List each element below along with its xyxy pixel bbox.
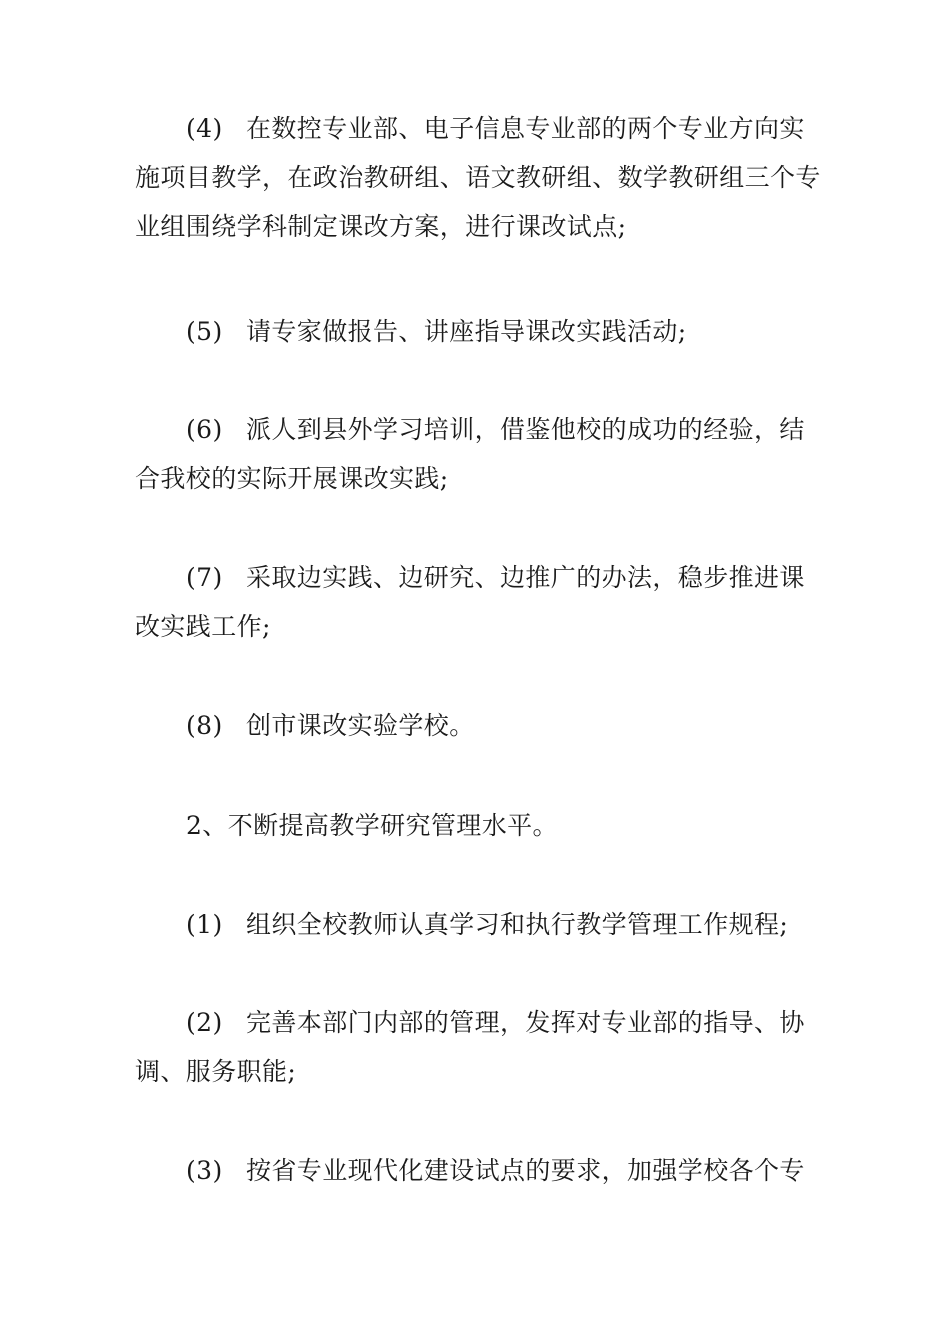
paragraph-line: 业组围绕学科制定课改方案，进行课改试点;: [135, 212, 627, 241]
paragraph-item-q3: [135, 1146, 825, 1195]
item-number: (7): [186, 563, 223, 592]
section-heading-2: [135, 801, 825, 850]
paragraph-item-6: [135, 405, 825, 503]
paragraph-line: 合我校的实际开展课改实践;: [135, 464, 449, 493]
item-number: (6): [186, 415, 223, 444]
item-number: (5): [186, 317, 223, 346]
paragraph-line: 改实践工作;: [135, 612, 271, 641]
paragraph-line: 调、服务职能;: [135, 1057, 297, 1086]
paragraph-item-q1: [135, 900, 825, 949]
paragraph-item-5: [135, 307, 825, 356]
paragraph-line: 采取边实践、边研究、边推广的办法，稳步推进课: [246, 563, 805, 592]
item-number: (2): [186, 1008, 223, 1037]
item-number: (3): [186, 1156, 223, 1185]
paragraph-line: 创市课改实验学校。: [246, 711, 475, 740]
item-number: (4): [186, 114, 223, 143]
paragraph-line: 组织全校教师认真学习和执行教学管理工作规程;: [246, 910, 789, 939]
section-heading-text: 2、不断提高教学研究管理水平。: [186, 811, 558, 840]
paragraph-item-7: [135, 553, 825, 651]
paragraph-item-4: [135, 104, 825, 251]
paragraph-line: 施项目教学，在政治教研组、语文教研组、数学教研组三个专: [135, 163, 821, 192]
item-number: (8): [186, 711, 223, 740]
item-number: (1): [186, 910, 223, 939]
paragraph-line: 请专家做报告、讲座指导课改实践活动;: [246, 317, 687, 346]
paragraph-line: 派人到县外学习培训，借鉴他校的成功的经验，结: [246, 415, 805, 444]
paragraph-line: 在数控专业部、电子信息专业部的两个专业方向实: [246, 114, 805, 143]
paragraph-line: 完善本部门内部的管理，发挥对专业部的指导、协: [246, 1008, 805, 1037]
paragraph-item-q2: [135, 998, 825, 1096]
paragraph-item-8: [135, 701, 825, 750]
paragraph-line: 按省专业现代化建设试点的要求，加强学校各个专: [246, 1156, 805, 1185]
